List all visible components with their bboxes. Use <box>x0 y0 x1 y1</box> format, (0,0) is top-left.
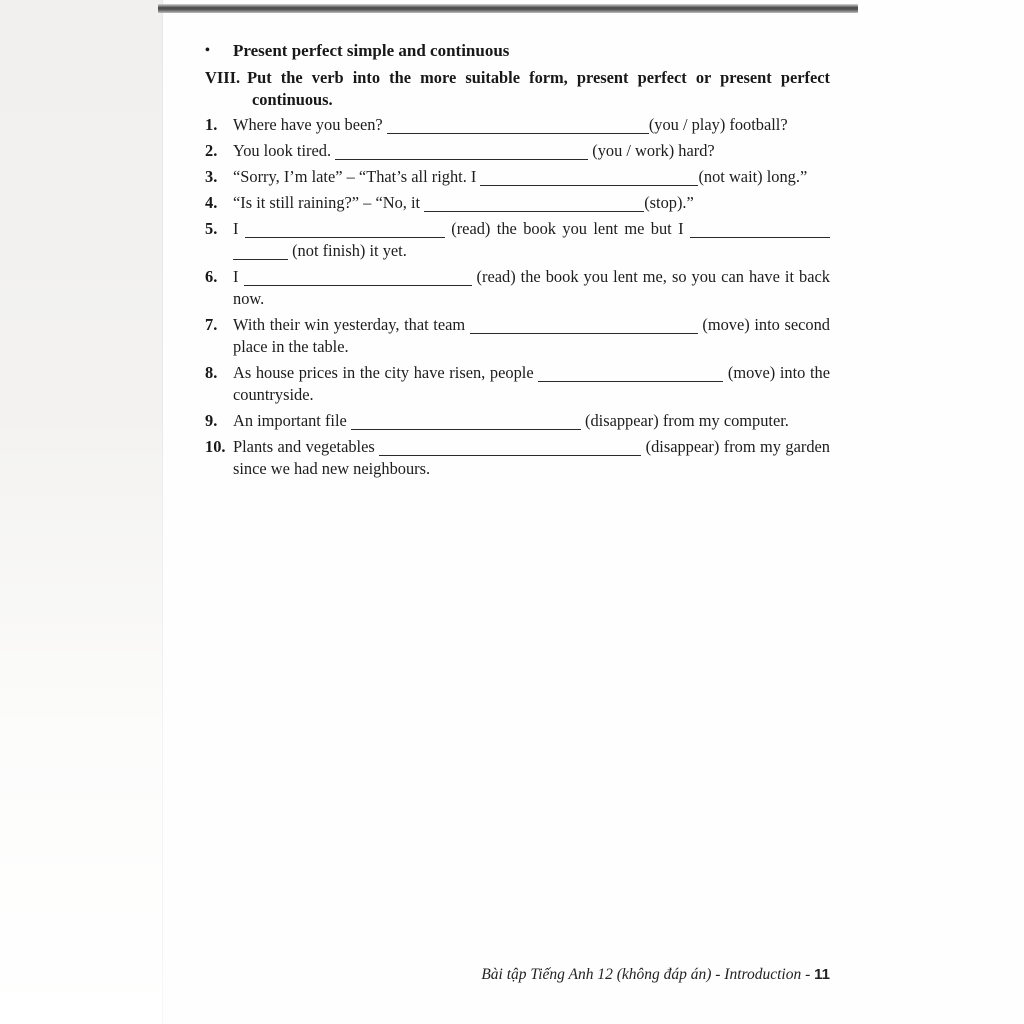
question-number: 6. <box>205 267 218 286</box>
page-left-margin <box>0 0 163 1024</box>
question-text: Where have you been? (you / play) football? <box>233 115 788 134</box>
answer-blank <box>480 172 698 186</box>
exercise-instruction-text: Put the verb into the more suitable form, present perfect or present perfect continuous. <box>247 68 830 109</box>
question-number: 3. <box>205 167 218 186</box>
exercise-instruction <box>205 67 830 111</box>
answer-blank <box>424 198 644 212</box>
question-list <box>205 114 830 480</box>
question-text: I (read) the book you lent me but I (not finish) it yet. <box>233 218 830 262</box>
section-heading <box>205 40 830 62</box>
question-row <box>205 436 830 480</box>
answer-blank <box>379 442 641 456</box>
footer-page-number: 11 <box>814 966 830 983</box>
answer-blank <box>245 224 445 238</box>
question-number: 1. <box>205 115 218 134</box>
scan-top-edge-bar <box>158 4 858 13</box>
question-number: 8. <box>205 363 218 382</box>
bullet-icon: • <box>205 43 210 58</box>
question-number: 5. <box>205 219 218 238</box>
question-text: An important file (disappear) from my computer. <box>233 411 789 430</box>
answer-blank <box>233 246 288 260</box>
question-text: “Sorry, I’m late” – “That’s all right. I (not wait) long.” <box>233 167 808 186</box>
exercise-number: VIII. <box>205 68 241 87</box>
answer-blank <box>387 120 649 134</box>
question-text: As house prices in the city have risen, people (move) into the countryside. <box>233 363 830 404</box>
section-heading-text: Present perfect simple and continuous <box>233 41 510 60</box>
question-number: 7. <box>205 315 218 334</box>
answer-blank <box>335 146 588 160</box>
question-row <box>205 362 830 406</box>
question-row <box>205 192 830 214</box>
page-content <box>205 40 830 484</box>
question-text: With their win yesterday, that team (move) into second place in the table. <box>233 315 831 356</box>
answer-blank <box>351 416 581 430</box>
question-text: “Is it still raining?” – “No, it (stop).” <box>233 193 694 212</box>
question-number: 10. <box>205 437 226 456</box>
question-row <box>205 166 830 188</box>
page-footer <box>481 966 830 984</box>
question-row <box>205 266 830 310</box>
answer-blank <box>538 368 723 382</box>
question-row <box>205 314 830 358</box>
answer-blank <box>244 272 472 286</box>
question-row <box>205 114 830 136</box>
question-row <box>205 140 830 162</box>
answer-blank <box>690 224 830 238</box>
question-text: Plants and vegetables (disappear) from my garden since we had new neighbours. <box>233 437 830 478</box>
question-row <box>205 410 830 432</box>
footer-book-title: Bài tập Tiếng Anh 12 (không đáp án) - Introduction - <box>481 966 815 983</box>
answer-blank <box>470 320 698 334</box>
question-number: 4. <box>205 193 218 212</box>
question-number: 2. <box>205 141 218 160</box>
question-text: I (read) the book you lent me, so you can have it back now. <box>233 267 830 308</box>
question-text: You look tired. (you / work) hard? <box>233 141 715 160</box>
question-number: 9. <box>205 411 218 430</box>
question-row <box>205 218 830 262</box>
